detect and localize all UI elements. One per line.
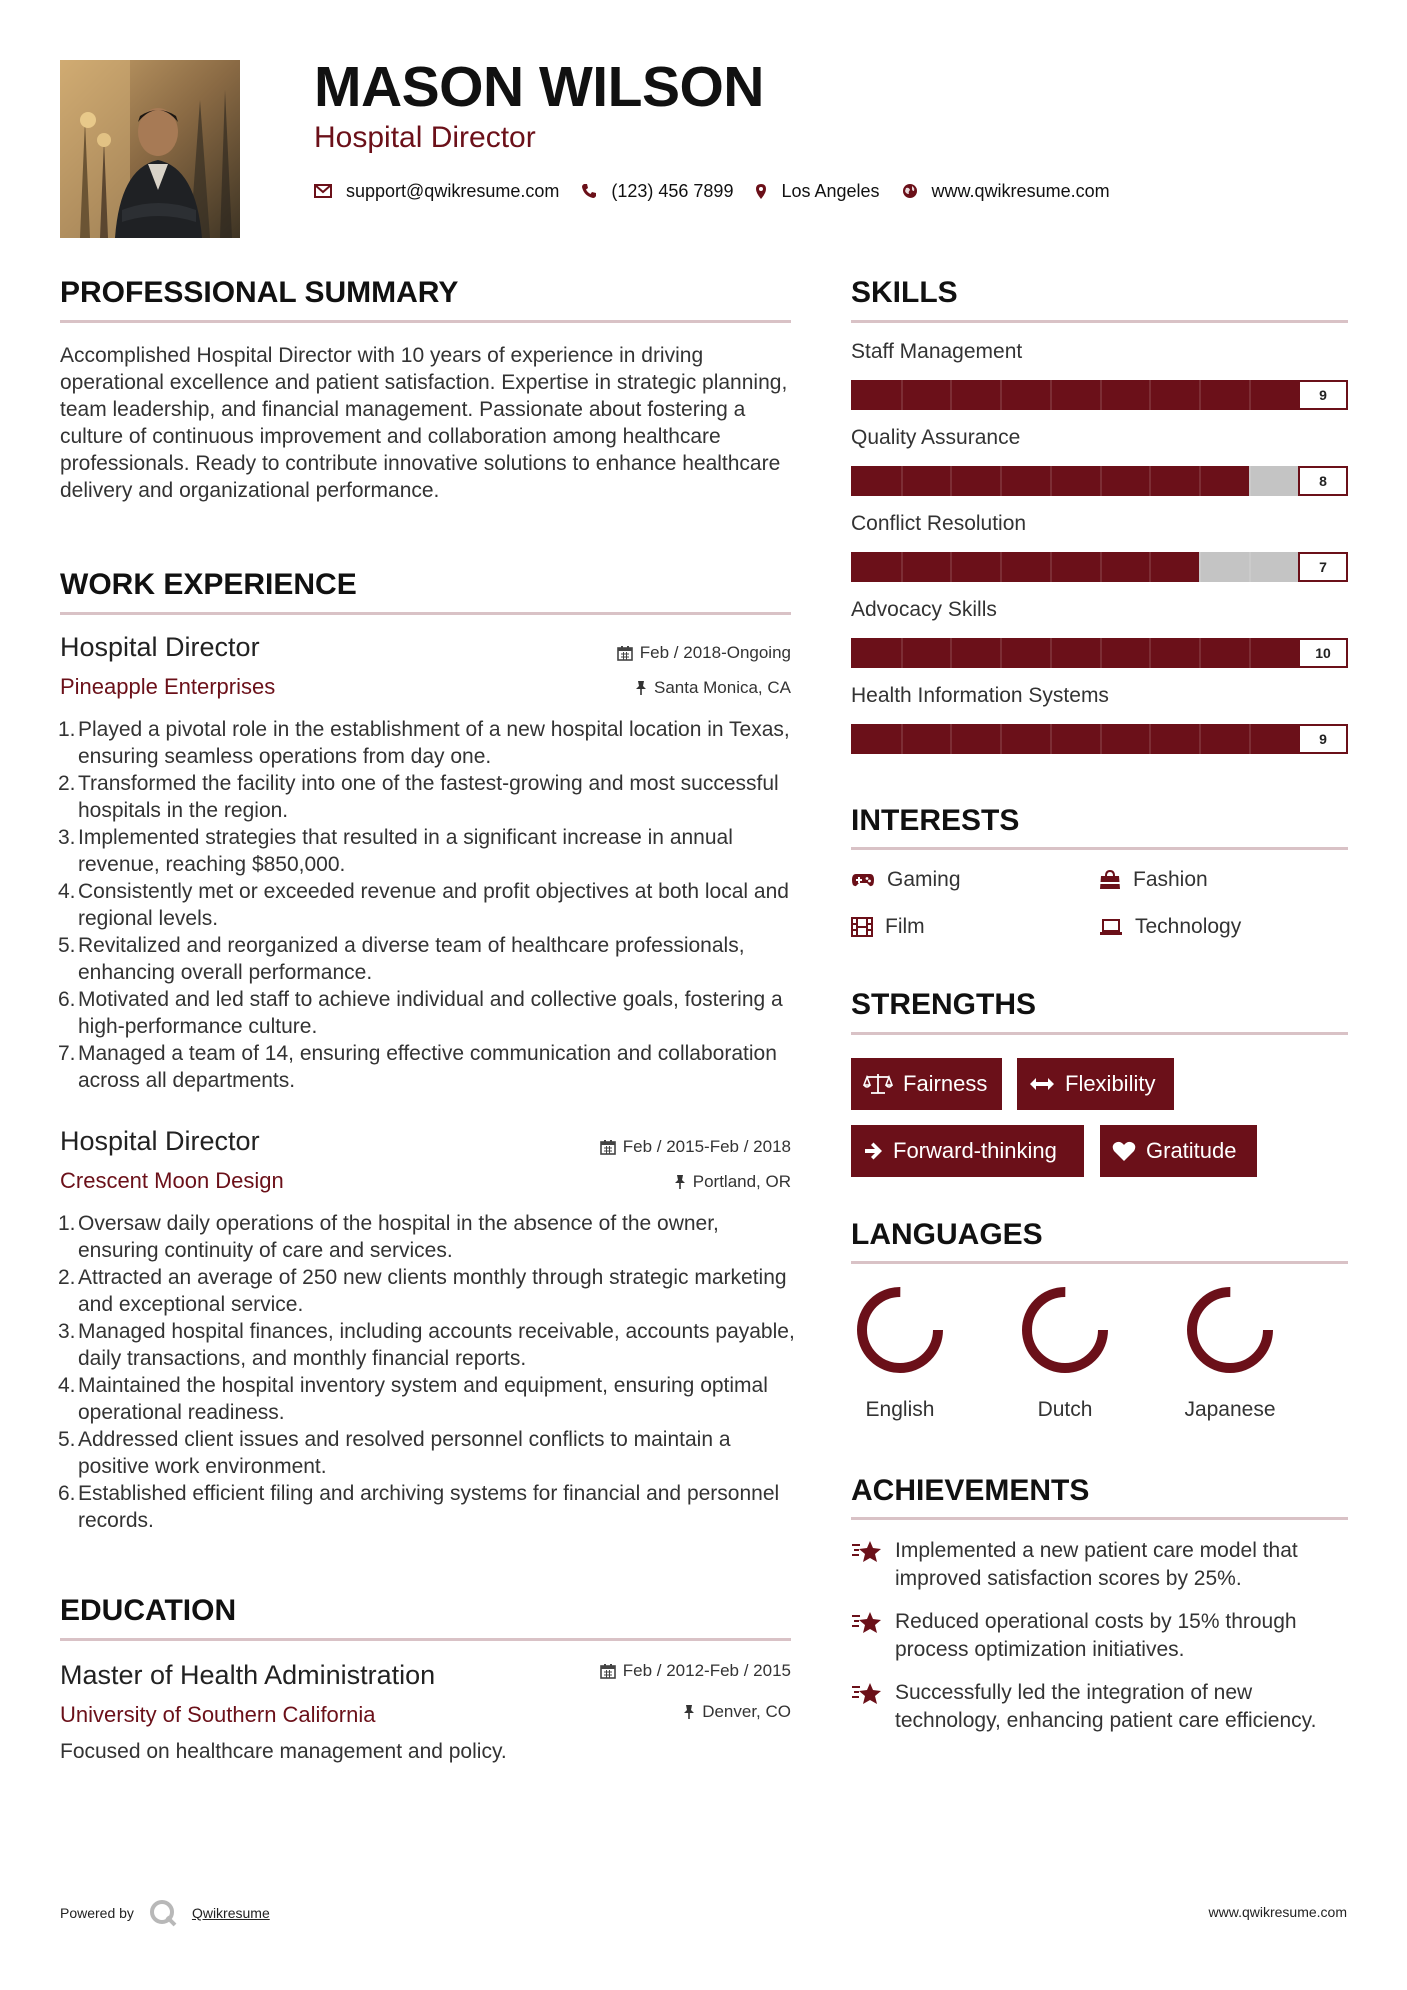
skill-bar-segment [1000,466,1002,496]
strength-chip-forward-thinking [851,1125,1084,1177]
powered-by-text: Powered by [60,1905,134,1921]
arrows-horizontal-icon [1029,1077,1055,1091]
interest-item-film [851,915,925,939]
skill-bar-segment [950,552,952,582]
achievement-text: Implemented a new patient care model that improved satisfaction scores by 25%. [895,1539,1298,1590]
education-location [500,1702,791,1722]
calendar-icon [617,645,633,661]
education-dates [500,1661,791,1681]
job-location-text: Portland, OR [692,1172,791,1191]
skill-bar-segment [1100,466,1102,496]
interest-label: Film [885,915,925,938]
language-level-arc [1192,1292,1268,1368]
skill-bar-segment [1050,638,1052,668]
languages-divider [851,1261,1348,1264]
achievement-item [851,1537,1348,1593]
strength-label: Forward-thinking [893,1138,1057,1163]
summary-heading: PROFESSIONAL SUMMARY [60,276,459,309]
skill-bar-segment [1149,552,1151,582]
list-item: 6. Established efficient filing and archiving systems for financial and personnel records. [58,1482,780,1532]
list-item: 6. Motivated and led staff to achieve individual and collective goals, fostering a high-performance culture. [58,988,783,1038]
job-dates [500,643,791,663]
interest-item-fashion [1099,868,1208,892]
laptop-icon [1099,918,1123,936]
job-role: Hospital Director [60,1126,260,1156]
skill-bar-segment [1199,638,1201,668]
interest-label: Gaming [887,868,961,891]
map-pin-icon [755,183,767,200]
contact-email-text: support@qwikresume.com [346,180,560,201]
interests-divider [851,847,1348,850]
skill-value: 10 [1298,638,1348,668]
skill-bar [851,466,1348,496]
calendar-icon [600,1139,616,1155]
qwikresume-logo-icon [148,1898,178,1928]
strength-chip-fairness [851,1058,1002,1110]
skill-bar-segment [1149,466,1151,496]
skill-bar-segment [1100,380,1102,410]
skill-value: 8 [1298,466,1348,496]
pushpin-icon [683,1704,695,1720]
skills-divider [851,320,1348,323]
language-name: Japanese [1184,1398,1276,1421]
star-achievement-icon [851,1610,883,1636]
education-dates-text: Feb / 2012-Feb / 2015 [622,1661,791,1680]
achievement-item [851,1679,1348,1735]
skill-bar-segment [1000,552,1002,582]
interest-item-technology [1099,915,1241,939]
contact-phone[interactable] [581,181,733,202]
skill-bar [851,724,1348,754]
skill-label: Staff Management [851,340,1023,363]
skill-bar-segment [1249,466,1251,496]
skill-bar-segment [950,380,952,410]
shopping-bag-icon [1099,870,1121,890]
skill-bar-fill [851,552,1199,582]
education-degree: Master of Health Administration [60,1660,436,1690]
qwikresume-link[interactable]: Qwikresume [191,1905,270,1921]
education-school: University of Southern California [60,1702,376,1727]
skill-label: Advocacy Skills [851,598,997,621]
skill-bar-segment [950,466,952,496]
contact-website-text: www.qwikresume.com [931,180,1110,201]
skill-bar-segment [901,380,903,410]
profile-photo-image [60,60,240,238]
skill-bar [851,638,1348,668]
envelope-icon [314,184,332,198]
contact-email[interactable] [314,181,559,202]
skill-bar-segment [1199,552,1201,582]
skill-bar-segment [901,638,903,668]
skill-label: Quality Assurance [851,426,1021,449]
strength-label: Gratitude [1146,1138,1237,1163]
strength-label: Flexibility [1065,1071,1156,1096]
job-company: Crescent Moon Design [60,1168,284,1193]
education-heading: EDUCATION [60,1594,237,1627]
languages-heading: LANGUAGES [851,1218,1043,1251]
skill-bar-segment [1249,638,1251,668]
strengths-divider [851,1032,1348,1035]
achievement-item [851,1608,1348,1664]
skill-bar-segment [1249,724,1251,754]
job-dates-text: Feb / 2018-Ongoing [639,643,791,662]
contact-phone-text: (123) 456 7899 [611,180,734,201]
education-location-text: Denver, CO [702,1702,791,1721]
skill-label: Conflict Resolution [851,512,1027,535]
achievements-heading: ACHIEVEMENTS [851,1474,1090,1507]
language-level-ring [854,1284,946,1376]
contact-website[interactable] [902,181,1110,202]
skill-value: 7 [1298,552,1348,582]
footer-website[interactable]: www.qwikresume.com [1208,1904,1347,1920]
contact-bar [314,178,1132,204]
achievements-divider [851,1517,1348,1520]
phone-icon [581,183,597,199]
skill-bar-segment [1050,466,1052,496]
skill-label: Health Information Systems [851,684,1109,707]
skill-bar-segment [1199,724,1201,754]
list-item: 5. Revitalized and reorganized a diverse team of healthcare professionals, enhancing overall performance. [58,934,745,984]
list-item: 1. Played a pivotal role in the establishment of a new hospital location in Texas, ensuring seamless operations from day one. [58,718,790,768]
list-item: 5. Addressed client issues and resolved personnel conflicts to maintain a positive work environment. [58,1428,731,1478]
profile-photo [60,60,240,238]
achievement-text: Reduced operational costs by 15% through process optimization initiatives. [895,1610,1297,1661]
interest-label: Technology [1135,915,1242,938]
job-company: Pineapple Enterprises [60,674,276,699]
list-item: 4. Consistently met or exceeded revenue and profit objectives at both local and regional levels. [58,880,789,930]
list-item: 7. Managed a team of 14, ensuring effective communication and collaboration across all departments. [58,1042,777,1092]
skill-bar-segment [901,466,903,496]
contact-location-text: Los Angeles [781,180,880,201]
job-bullets [60,1210,795,1534]
skill-bar-segment [1249,552,1251,582]
experience-heading: WORK EXPERIENCE [60,568,357,601]
skill-bar-fill [851,380,1298,410]
skill-bar-segment [1000,638,1002,668]
achievement-text: Successfully led the integration of new technology, enhancing patient care efficiency. [895,1681,1317,1732]
list-item: 3. Managed hospital finances, including accounts receivable, accounts payable, daily transactions, and monthly financial reports. [58,1320,795,1370]
arrow-right-icon [863,1141,883,1161]
skill-bar-segment [1149,724,1151,754]
globe-icon [902,183,918,199]
language-name: English [865,1398,935,1421]
skill-bar [851,380,1348,410]
contact-location [755,181,879,202]
interests-heading: INTERESTS [851,804,1020,837]
skill-bar-segment [1100,724,1102,754]
skill-value: 9 [1298,380,1348,410]
gamepad-icon [851,872,875,888]
skill-bar-fill [851,724,1298,754]
interest-label: Fashion [1133,868,1208,891]
list-item: 3. Implemented strategies that resulted in a significant increase in annual revenue, reaching $850,000. [58,826,733,876]
skill-bar [851,552,1348,582]
skill-bar-segment [1050,552,1052,582]
job-location-text: Santa Monica, CA [653,678,791,697]
film-icon [851,917,873,937]
list-item: 1. Oversaw daily operations of the hospital in the absence of the owner, ensuring continuity of care and services. [58,1212,719,1262]
skill-bar-segment [901,552,903,582]
list-item: 2. Attracted an average of 250 new clients monthly through strategic marketing and exceptional service. [58,1266,787,1316]
star-achievement-icon [851,1539,883,1565]
skill-bar-segment [1199,466,1201,496]
job-bullets [60,716,795,1094]
skill-bar-segment [1100,552,1102,582]
job-location [500,678,791,698]
skill-bar-segment [1100,638,1102,668]
skill-bar-segment [901,724,903,754]
experience-divider [60,612,791,615]
education-divider [60,1638,791,1641]
scale-icon [863,1073,893,1095]
skill-bar-segment [950,638,952,668]
strength-label: Fairness [903,1071,988,1096]
language-level-ring [1184,1284,1276,1376]
strength-chip-gratitude [1100,1125,1257,1177]
job-role: Hospital Director [60,632,260,662]
pushpin-icon [635,680,647,696]
skill-bar-segment [950,724,952,754]
skill-bar-segment [1000,380,1002,410]
list-item: 4. Maintained the hospital inventory system and equipment, ensuring optimal operational readiness. [58,1374,768,1424]
pushpin-icon [674,1174,686,1190]
education-description: Focused on healthcare management and policy. [60,1740,507,1763]
language-level-arc [1027,1292,1103,1368]
job-location [500,1172,791,1192]
strengths-heading: STRENGTHS [851,988,1037,1021]
skill-bar-segment [1000,724,1002,754]
summary-divider [60,320,791,323]
skill-bar-segment [1249,380,1251,410]
skill-bar-segment [1149,638,1151,668]
skills-heading: SKILLS [851,276,958,309]
list-item: 2. Transformed the facility into one of the fastest-growing and most successful hospitals in the region. [58,772,779,822]
language-level-arc [862,1292,938,1368]
summary-text: Accomplished Hospital Director with 10 years of experience in driving operational excellence and patient satisfaction. Expertise in strategic planning, team leadership, and financial management. Passionate about fostering a culture of continuous improvement and collaboration among healthcare professionals. Ready to contribute innovative solutions to enhance healthcare delivery and organizational performance. [60,344,788,502]
strength-chip-flexibility [1017,1058,1174,1110]
language-level-ring [1019,1284,1111,1376]
job-dates-text: Feb / 2015-Feb / 2018 [622,1137,791,1156]
candidate-name: MASON WILSON [314,55,764,119]
skill-bar-segment [1149,380,1151,410]
star-achievement-icon [851,1681,883,1707]
footer-powered-by [60,1898,270,1928]
heart-icon [1112,1141,1136,1162]
calendar-icon [600,1663,616,1679]
skill-value: 9 [1298,724,1348,754]
skill-bar-segment [1199,380,1201,410]
candidate-title: Hospital Director [314,121,536,154]
interest-item-gaming [851,868,961,892]
skill-bar-segment [1050,380,1052,410]
skill-bar-segment [1050,724,1052,754]
language-name: Dutch [1037,1398,1093,1421]
job-dates [500,1137,791,1157]
